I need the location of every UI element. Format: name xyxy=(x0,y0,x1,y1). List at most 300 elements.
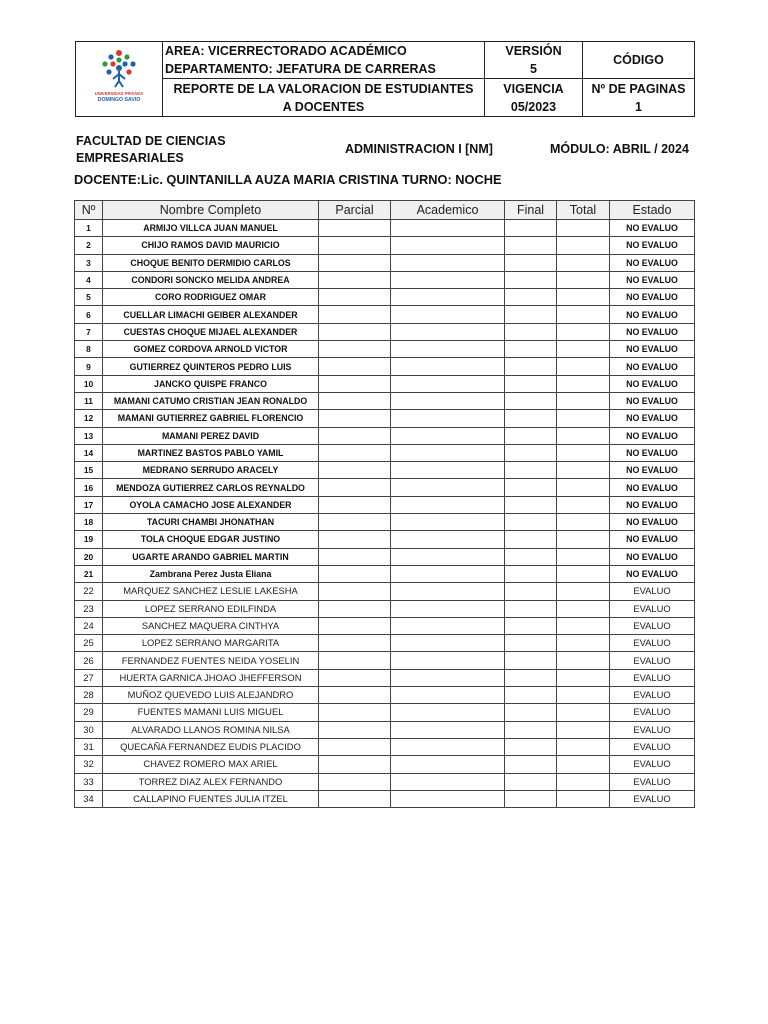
version-cell xyxy=(485,42,583,79)
parcial-cell xyxy=(319,427,391,444)
parcial-cell xyxy=(319,479,391,496)
estado-cell: EVALUO xyxy=(610,773,695,790)
code-cell xyxy=(583,42,695,79)
student-name: TACURI CHAMBI JHONATHAN xyxy=(103,514,319,531)
final-cell xyxy=(505,652,557,669)
academico-cell xyxy=(391,773,505,790)
total-cell xyxy=(557,531,610,548)
student-name: HUERTA GARNICA JHOAO JHEFFERSON xyxy=(103,669,319,686)
logo-text-line2: DOMINGO SAVIO xyxy=(97,96,141,103)
academico-cell xyxy=(391,704,505,721)
academico-cell xyxy=(391,600,505,617)
total-cell xyxy=(557,375,610,392)
total-cell xyxy=(557,358,610,375)
department-label: DEPARTAMENTO: JEFATURA DE CARRERAS xyxy=(165,62,436,76)
col-header-final: Final xyxy=(505,201,557,220)
estado-cell: NO EVALUO xyxy=(610,271,695,288)
total-cell xyxy=(557,410,610,427)
total-cell xyxy=(557,565,610,582)
row-number: 3 xyxy=(75,254,103,271)
report-title-line1: REPORTE DE LA VALORACION DE ESTUDIANTES xyxy=(173,81,474,96)
table-row xyxy=(75,548,695,565)
row-number: 6 xyxy=(75,306,103,323)
row-number: 20 xyxy=(75,548,103,565)
academico-cell xyxy=(391,220,505,237)
estado-cell: EVALUO xyxy=(610,756,695,773)
table-row xyxy=(75,375,695,392)
row-number: 29 xyxy=(75,704,103,721)
academico-cell xyxy=(391,514,505,531)
col-header-total: Total xyxy=(557,201,610,220)
total-cell xyxy=(557,254,610,271)
final-cell xyxy=(505,617,557,634)
parcial-cell xyxy=(319,600,391,617)
estado-cell: NO EVALUO xyxy=(610,479,695,496)
student-name: QUECAÑA FERNANDEZ EUDIS PLACIDO xyxy=(103,738,319,755)
parcial-cell xyxy=(319,704,391,721)
row-number: 14 xyxy=(75,444,103,461)
parcial-cell xyxy=(319,220,391,237)
row-number: 5 xyxy=(75,289,103,306)
academico-cell xyxy=(391,479,505,496)
student-name: UGARTE ARANDO GABRIEL MARTIN xyxy=(103,548,319,565)
student-name: MUÑOZ QUEVEDO LUIS ALEJANDRO xyxy=(103,687,319,704)
course-label: ADMINISTRACION I [NM] xyxy=(345,142,493,156)
final-cell xyxy=(505,479,557,496)
parcial-cell xyxy=(319,358,391,375)
version-value: 5 xyxy=(530,62,537,76)
table-row xyxy=(75,427,695,444)
estado-cell: NO EVALUO xyxy=(610,254,695,271)
row-number: 15 xyxy=(75,462,103,479)
final-cell xyxy=(505,444,557,461)
row-number: 18 xyxy=(75,514,103,531)
parcial-cell xyxy=(319,617,391,634)
final-cell xyxy=(505,514,557,531)
table-row xyxy=(75,254,695,271)
final-cell xyxy=(505,392,557,409)
student-name: CONDORI SONCKO MELIDA ANDREA xyxy=(103,271,319,288)
final-cell xyxy=(505,704,557,721)
parcial-cell xyxy=(319,410,391,427)
table-row xyxy=(75,323,695,340)
student-name: FERNANDEZ FUENTES NEIDA YOSELIN xyxy=(103,652,319,669)
final-cell xyxy=(505,548,557,565)
table-row xyxy=(75,756,695,773)
parcial-cell xyxy=(319,237,391,254)
final-cell xyxy=(505,254,557,271)
estado-cell: NO EVALUO xyxy=(610,220,695,237)
vigencia-cell xyxy=(485,79,583,117)
row-number: 27 xyxy=(75,669,103,686)
final-cell xyxy=(505,427,557,444)
total-cell xyxy=(557,496,610,513)
estado-cell: EVALUO xyxy=(610,687,695,704)
estado-cell: EVALUO xyxy=(610,600,695,617)
academico-cell xyxy=(391,375,505,392)
parcial-cell xyxy=(319,323,391,340)
academico-cell xyxy=(391,565,505,582)
total-cell xyxy=(557,548,610,565)
parcial-cell xyxy=(319,289,391,306)
total-cell xyxy=(557,704,610,721)
estado-cell: NO EVALUO xyxy=(610,565,695,582)
academico-cell xyxy=(391,427,505,444)
estado-cell: NO EVALUO xyxy=(610,392,695,409)
student-name: TOLA CHOQUE EDGAR JUSTINO xyxy=(103,531,319,548)
report-title-line2: A DOCENTES xyxy=(282,99,365,114)
row-number: 9 xyxy=(75,358,103,375)
academico-cell xyxy=(391,583,505,600)
final-cell xyxy=(505,375,557,392)
academico-cell xyxy=(391,669,505,686)
table-row xyxy=(75,289,695,306)
table-row xyxy=(75,496,695,513)
academico-cell xyxy=(391,462,505,479)
student-name: CUESTAS CHOQUE MIJAEL ALEXANDER xyxy=(103,323,319,340)
final-cell xyxy=(505,306,557,323)
student-name: TORREZ DIAZ ALEX FERNANDO xyxy=(103,773,319,790)
table-row xyxy=(75,531,695,548)
total-cell xyxy=(557,427,610,444)
total-cell xyxy=(557,738,610,755)
academico-cell xyxy=(391,237,505,254)
total-cell xyxy=(557,756,610,773)
total-cell xyxy=(557,237,610,254)
table-row xyxy=(75,271,695,288)
table-row xyxy=(75,652,695,669)
table-row xyxy=(75,358,695,375)
final-cell xyxy=(505,358,557,375)
final-cell xyxy=(505,271,557,288)
row-number: 28 xyxy=(75,687,103,704)
estado-cell: NO EVALUO xyxy=(610,375,695,392)
parcial-cell xyxy=(319,271,391,288)
row-number: 26 xyxy=(75,652,103,669)
table-row xyxy=(75,721,695,738)
total-cell xyxy=(557,583,610,600)
pages-value: 1 xyxy=(635,99,642,114)
estado-cell: EVALUO xyxy=(610,704,695,721)
academico-cell xyxy=(391,635,505,652)
student-name: MAMANI PEREZ DAVID xyxy=(103,427,319,444)
final-cell xyxy=(505,462,557,479)
table-row xyxy=(75,635,695,652)
table-row xyxy=(75,237,695,254)
estado-cell: NO EVALUO xyxy=(610,462,695,479)
total-cell xyxy=(557,669,610,686)
parcial-cell xyxy=(319,496,391,513)
row-number: 12 xyxy=(75,410,103,427)
estado-cell: NO EVALUO xyxy=(610,323,695,340)
table-row xyxy=(75,514,695,531)
table-row xyxy=(75,687,695,704)
student-name: Zambrana Perez Justa Eliana xyxy=(103,565,319,582)
student-name: ALVARADO LLANOS ROMINA NILSA xyxy=(103,721,319,738)
table-row xyxy=(75,392,695,409)
final-cell xyxy=(505,237,557,254)
final-cell xyxy=(505,669,557,686)
module-label: MÓDULO: ABRIL / 2024 xyxy=(550,142,689,156)
final-cell xyxy=(505,410,557,427)
total-cell xyxy=(557,721,610,738)
table-row xyxy=(75,444,695,461)
pages-label: Nº DE PAGINAS xyxy=(591,81,686,96)
row-number: 4 xyxy=(75,271,103,288)
academico-cell xyxy=(391,289,505,306)
estado-cell: EVALUO xyxy=(610,617,695,634)
estado-cell: EVALUO xyxy=(610,583,695,600)
estado-cell: NO EVALUO xyxy=(610,237,695,254)
parcial-cell xyxy=(319,341,391,358)
final-cell xyxy=(505,583,557,600)
student-name: OYOLA CAMACHO JOSE ALEXANDER xyxy=(103,496,319,513)
parcial-cell xyxy=(319,462,391,479)
total-cell xyxy=(557,514,610,531)
student-name: MEDRANO SERRUDO ARACELY xyxy=(103,462,319,479)
student-name: MARQUEZ SANCHEZ LESLIE LAKESHA xyxy=(103,583,319,600)
student-name: LOPEZ SERRANO EDILFINDA xyxy=(103,600,319,617)
students-table xyxy=(74,200,695,808)
total-cell xyxy=(557,220,610,237)
table-row xyxy=(75,738,695,755)
parcial-cell xyxy=(319,773,391,790)
total-cell xyxy=(557,652,610,669)
student-name: CHAVEZ ROMERO MAX ARIEL xyxy=(103,756,319,773)
academico-cell xyxy=(391,341,505,358)
logo-text-line1: UNIVERSIDAD PRIVADA xyxy=(94,90,144,96)
col-header-estado: Estado xyxy=(610,201,695,220)
parcial-cell xyxy=(319,583,391,600)
academico-cell xyxy=(391,790,505,807)
academico-cell xyxy=(391,254,505,271)
student-name: CHOQUE BENITO DERMIDIO CARLOS xyxy=(103,254,319,271)
estado-cell: NO EVALUO xyxy=(610,514,695,531)
parcial-cell xyxy=(319,687,391,704)
row-number: 30 xyxy=(75,721,103,738)
pages-cell xyxy=(583,79,695,117)
table-row xyxy=(75,617,695,634)
university-logo xyxy=(89,47,149,107)
estado-cell: EVALUO xyxy=(610,790,695,807)
faculty-line1: FACULTAD DE CIENCIAS xyxy=(76,134,226,148)
academico-cell xyxy=(391,652,505,669)
col-header-number: Nº xyxy=(75,201,103,220)
table-row xyxy=(75,704,695,721)
final-cell xyxy=(505,220,557,237)
area-department-cell xyxy=(163,42,485,79)
row-number: 13 xyxy=(75,427,103,444)
final-cell xyxy=(505,790,557,807)
estado-cell: NO EVALUO xyxy=(610,444,695,461)
parcial-cell xyxy=(319,375,391,392)
row-number: 23 xyxy=(75,600,103,617)
parcial-cell xyxy=(319,514,391,531)
parcial-cell xyxy=(319,392,391,409)
academico-cell xyxy=(391,358,505,375)
final-cell xyxy=(505,721,557,738)
estado-cell: NO EVALUO xyxy=(610,427,695,444)
vigencia-label: VIGENCIA xyxy=(503,81,564,96)
table-row xyxy=(75,773,695,790)
academico-cell xyxy=(391,410,505,427)
row-number: 17 xyxy=(75,496,103,513)
table-row xyxy=(75,306,695,323)
table-row xyxy=(75,790,695,807)
row-number: 16 xyxy=(75,479,103,496)
academico-cell xyxy=(391,687,505,704)
final-cell xyxy=(505,687,557,704)
student-name: LOPEZ SERRANO MARGARITA xyxy=(103,635,319,652)
version-label: VERSIÓN xyxy=(505,44,562,58)
final-cell xyxy=(505,341,557,358)
report-title-cell xyxy=(163,79,485,117)
row-number: 24 xyxy=(75,617,103,634)
academico-cell xyxy=(391,531,505,548)
estado-cell: NO EVALUO xyxy=(610,496,695,513)
parcial-cell xyxy=(319,548,391,565)
estado-cell: NO EVALUO xyxy=(610,306,695,323)
student-name: MARTINEZ BASTOS PABLO YAMIL xyxy=(103,444,319,461)
row-number: 10 xyxy=(75,375,103,392)
final-cell xyxy=(505,323,557,340)
student-name: MENDOZA GUTIERREZ CARLOS REYNALDO xyxy=(103,479,319,496)
student-name: CORO RODRIGUEZ OMAR xyxy=(103,289,319,306)
total-cell xyxy=(557,600,610,617)
final-cell xyxy=(505,756,557,773)
parcial-cell xyxy=(319,790,391,807)
table-row xyxy=(75,341,695,358)
document-header xyxy=(75,41,695,117)
parcial-cell xyxy=(319,444,391,461)
student-name: ARMIJO VILLCA JUAN MANUEL xyxy=(103,220,319,237)
academico-cell xyxy=(391,271,505,288)
total-cell xyxy=(557,790,610,807)
vigencia-value: 05/2023 xyxy=(510,99,557,114)
total-cell xyxy=(557,271,610,288)
parcial-cell xyxy=(319,652,391,669)
area-label: AREA: VICERRECTORADO ACADÉMICO xyxy=(165,44,407,58)
row-number: 7 xyxy=(75,323,103,340)
table-row xyxy=(75,220,695,237)
final-cell xyxy=(505,738,557,755)
row-number: 2 xyxy=(75,237,103,254)
final-cell xyxy=(505,531,557,548)
academico-cell xyxy=(391,444,505,461)
final-cell xyxy=(505,289,557,306)
table-row xyxy=(75,600,695,617)
total-cell xyxy=(557,617,610,634)
student-name: CUELLAR LIMACHI GEIBER ALEXANDER xyxy=(103,306,319,323)
total-cell xyxy=(557,323,610,340)
row-number: 22 xyxy=(75,583,103,600)
student-name: JANCKO QUISPE FRANCO xyxy=(103,375,319,392)
estado-cell: NO EVALUO xyxy=(610,289,695,306)
parcial-cell xyxy=(319,254,391,271)
academico-cell xyxy=(391,392,505,409)
student-name: CHIJO RAMOS DAVID MAURICIO xyxy=(103,237,319,254)
student-name: FUENTES MAMANI LUIS MIGUEL xyxy=(103,704,319,721)
parcial-cell xyxy=(319,635,391,652)
row-number: 25 xyxy=(75,635,103,652)
total-cell xyxy=(557,392,610,409)
academico-cell xyxy=(391,738,505,755)
academico-cell xyxy=(391,617,505,634)
estado-cell: NO EVALUO xyxy=(610,341,695,358)
col-header-parcial: Parcial xyxy=(319,201,391,220)
col-header-academico: Academico xyxy=(391,201,505,220)
estado-cell: EVALUO xyxy=(610,669,695,686)
faculty-line2: EMPRESARIALES xyxy=(76,151,184,165)
estado-cell: EVALUO xyxy=(610,652,695,669)
total-cell xyxy=(557,306,610,323)
total-cell xyxy=(557,773,610,790)
student-name: MAMANI GUTIERREZ GABRIEL FLORENCIO xyxy=(103,410,319,427)
estado-cell: NO EVALUO xyxy=(610,531,695,548)
row-number: 19 xyxy=(75,531,103,548)
table-header-row xyxy=(75,201,695,220)
total-cell xyxy=(557,289,610,306)
academico-cell xyxy=(391,721,505,738)
table-row xyxy=(75,462,695,479)
row-number: 8 xyxy=(75,341,103,358)
total-cell xyxy=(557,635,610,652)
estado-cell: NO EVALUO xyxy=(610,410,695,427)
parcial-cell xyxy=(319,531,391,548)
table-row xyxy=(75,669,695,686)
row-number: 34 xyxy=(75,790,103,807)
total-cell xyxy=(557,444,610,461)
student-name: GUTIERREZ QUINTEROS PEDRO LUIS xyxy=(103,358,319,375)
estado-cell: EVALUO xyxy=(610,721,695,738)
estado-cell: EVALUO xyxy=(610,738,695,755)
estado-cell: EVALUO xyxy=(610,635,695,652)
table-row xyxy=(75,583,695,600)
parcial-cell xyxy=(319,669,391,686)
university-logo-cell xyxy=(76,42,163,117)
total-cell xyxy=(557,687,610,704)
student-name: GOMEZ CORDOVA ARNOLD VICTOR xyxy=(103,341,319,358)
row-number: 31 xyxy=(75,738,103,755)
parcial-cell xyxy=(319,756,391,773)
total-cell xyxy=(557,462,610,479)
final-cell xyxy=(505,496,557,513)
total-cell xyxy=(557,479,610,496)
estado-cell: NO EVALUO xyxy=(610,548,695,565)
estado-cell: NO EVALUO xyxy=(610,358,695,375)
academico-cell xyxy=(391,323,505,340)
academico-cell xyxy=(391,496,505,513)
parcial-cell xyxy=(319,306,391,323)
parcial-cell xyxy=(319,738,391,755)
academico-cell xyxy=(391,306,505,323)
table-row xyxy=(75,479,695,496)
table-row xyxy=(75,565,695,582)
student-name: CALLAPINO FUENTES JULIA ITZEL xyxy=(103,790,319,807)
parcial-cell xyxy=(319,721,391,738)
academico-cell xyxy=(391,548,505,565)
row-number: 33 xyxy=(75,773,103,790)
teacher-label: DOCENTE:Lic. QUINTANILLA AUZA MARIA CRISTINA TURNO: NOCHE xyxy=(74,172,502,187)
row-number: 21 xyxy=(75,565,103,582)
final-cell xyxy=(505,565,557,582)
final-cell xyxy=(505,635,557,652)
final-cell xyxy=(505,773,557,790)
student-name: MAMANI CATUMO CRISTIAN JEAN RONALDO xyxy=(103,392,319,409)
table-row xyxy=(75,410,695,427)
col-header-name: Nombre Completo xyxy=(103,201,319,220)
total-cell xyxy=(557,341,610,358)
